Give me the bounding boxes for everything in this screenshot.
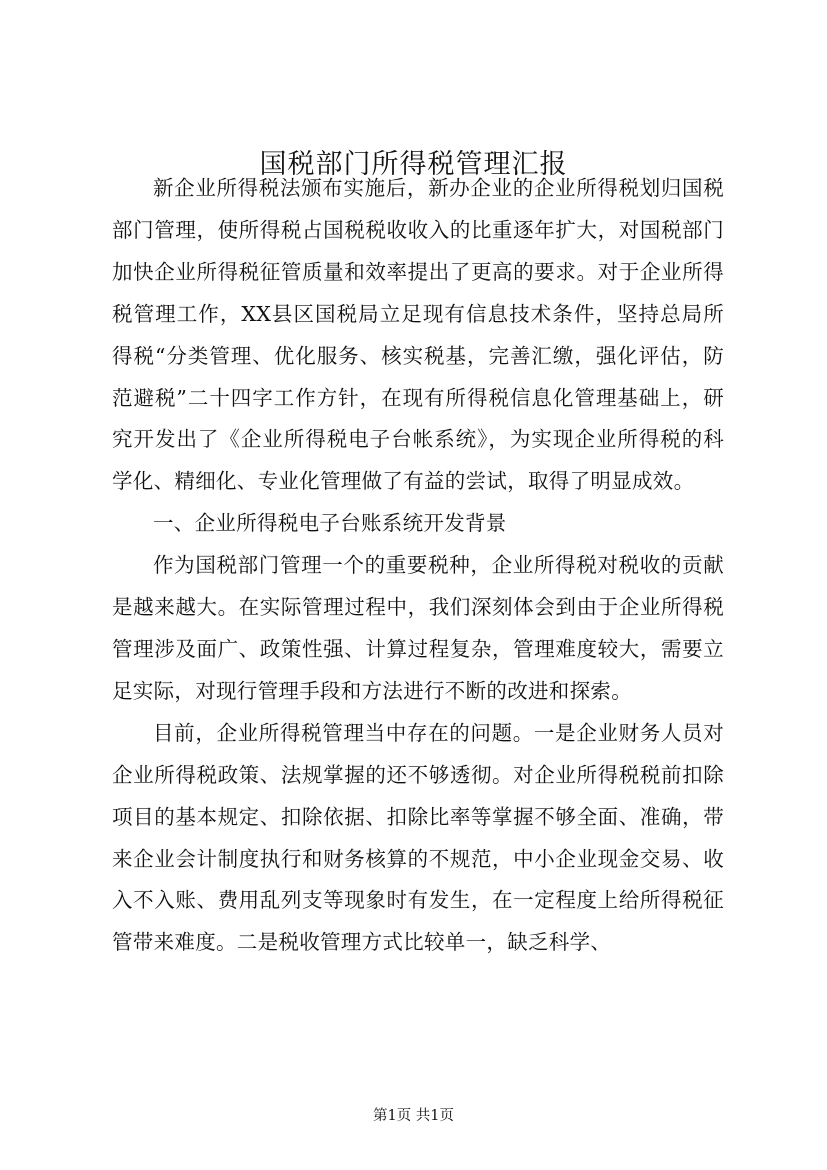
page-footer: 第1页 共1页 <box>372 1108 455 1124</box>
paragraph-intro: 新企业所得税法颁布实施后，新办企业的企业所得税划归国税部门管理，使所得税占国税税收收入的比重逐年扩大，对国税部门加快企业所得税征管质量和效率提出了更高的要求。对于企业所得税管理工作，XX县区国税局立足现有信息技术条件，坚持总局所得税“分类管理、优化服务、核实税基，完善汇缴，强化评估，防范避税”二十四字工作方针，在现有所得税信息化管理基础上，研究开发出了《企业所得税电子台帐系统》，为实现企业所得税的科学化、精细化、专业化管理做了有益的尝试，取得了明显成效。 <box>112 176 724 494</box>
document-body <box>112 168 724 964</box>
section-heading: 一、企业所得税电子台账系统开发背景 <box>153 511 507 536</box>
paragraph-problems: 目前，企业所得税管理当中存在的问题。一是企业财务人员对企业所得税政策、法规掌握的还不够透彻。对企业所得税税前扣除项目的基本规定、扣除依据、扣除比率等掌握不够全面、准确，带来企业会计制度执行和财务核算的不规范，中小企业现金交易、收入不入账、费用乱列支等现象时有发生，在一定程度上给所得税征管带来难度。二是税收管理方式比较单一，缺乏科学、 <box>112 720 724 955</box>
page-title: 国税部门所得税管理汇报 <box>259 149 568 180</box>
paragraph-background: 作为国税部门管理一个的重要税种，企业所得税对税收的贡献是越来越大。在实际管理过程中，我们深刻体会到由于企业所得税管理涉及面广、政策性强、计算过程复杂，管理难度较大，需要立足实际，对现行管理手段和方法进行不断的改进和探索。 <box>112 553 724 703</box>
